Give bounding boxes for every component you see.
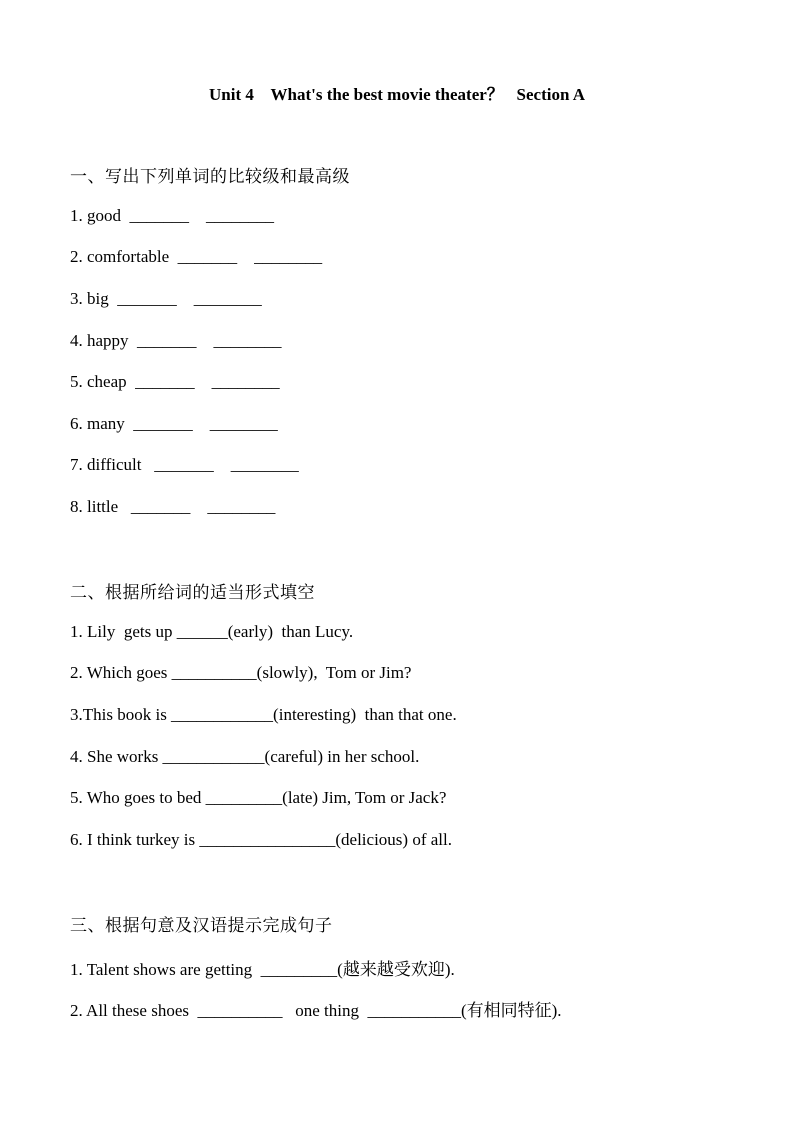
fill-blank-item: 1. Lily gets up ______(early) than Lucy. [70,622,354,641]
section-2-heading: 二、根据所给词的适当形式填空 [70,583,315,603]
fill-blank-item: 3.This book is ____________(interesting) than that one. [70,705,457,724]
sentence-item: 2. All these shoes __________ one thing ___________(有相同特征). [70,1001,562,1020]
fill-blank-item: 2. Which goes __________(slowly), Tom or Jim? [70,663,412,682]
word-item: 5. cheap _______ ________ [70,372,280,391]
section-1-heading: 一、写出下列单词的比较级和最高级 [70,167,350,187]
section-3-heading: 三、根据句意及汉语提示完成句子 [70,916,333,936]
word-item: 2. comfortable _______ ________ [70,247,323,266]
sentence-item: 1. Talent shows are getting _________(越来越受欢迎). [70,960,455,979]
fill-blank-item: 5. Who goes to bed _________(late) Jim, Tom or Jack? [70,788,447,807]
word-item: 8. little _______ ________ [70,497,276,516]
fill-blank-item: 4. She works ____________(careful) in her school. [70,747,420,766]
page-title: Unit 4 What's the best movie theater？ Section A [208,85,586,104]
word-item: 1. good _______ ________ [70,206,274,225]
fill-blank-item: 6. I think turkey is ________________(delicious) of all. [70,830,452,849]
word-item: 4. happy _______ ________ [70,331,282,350]
word-item: 6. many _______ ________ [70,414,278,433]
word-item: 7. difficult _______ ________ [70,455,299,474]
word-item: 3. big _______ ________ [70,289,262,308]
